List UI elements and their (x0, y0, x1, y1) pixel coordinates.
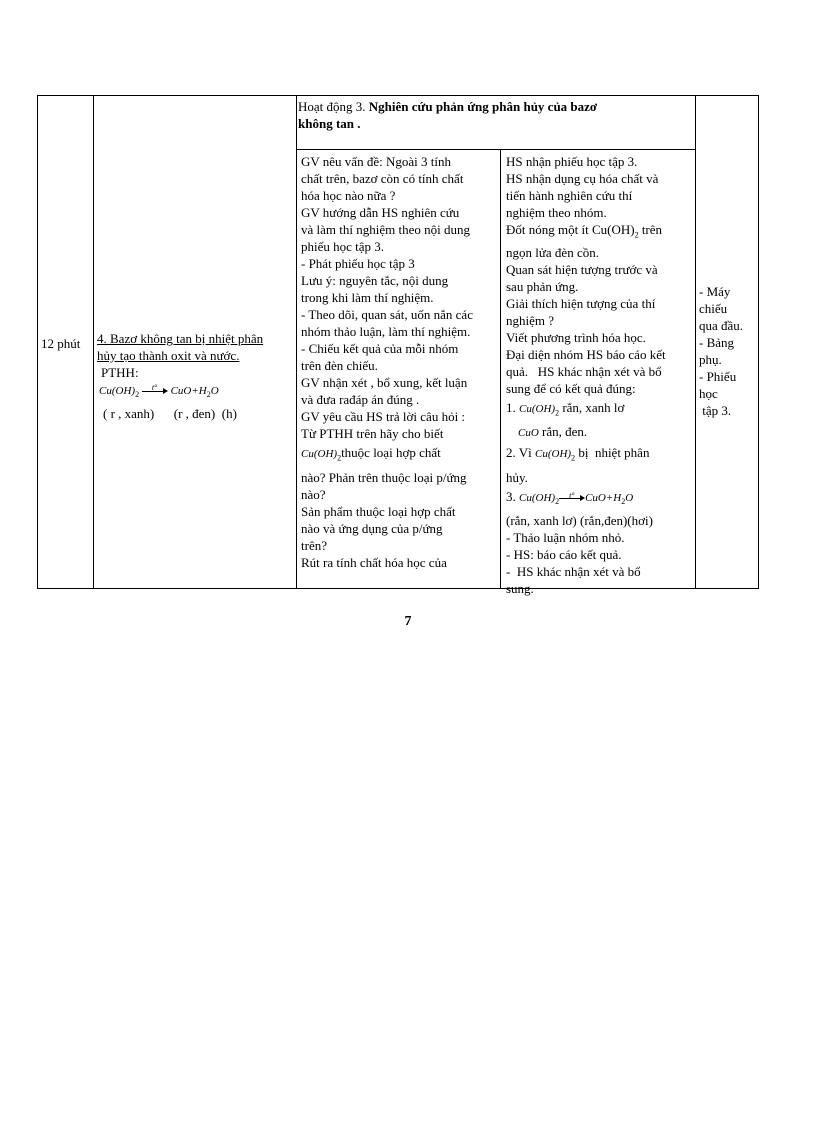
activity-prefix: Hoạt động 3. (298, 99, 369, 114)
teacher-line: - Chiếu kết quả của mỗi nhóm (301, 341, 459, 356)
pthh-label: PTHH: (101, 365, 139, 380)
content-title-line2: hủy tạo thành oxit và nước. (97, 348, 240, 363)
teacher-line: trên? (301, 537, 327, 553)
time-text: 12 phút (41, 336, 81, 351)
teacher-line: trong khi làm thí nghiệm. (301, 290, 434, 305)
teacher-line: Rút ra tính chất hóa học của (301, 554, 447, 570)
teacher-line: nào? Phản trên thuộc loại p/ứng (301, 469, 467, 485)
equipment-line: tập 3. (699, 403, 732, 418)
activity-title-2: không tan . (298, 116, 361, 131)
decomposition-equation: $Cu(OH)_2$ t° $CuO+H_2O$ (99, 383, 219, 400)
student-line: ngọn lửa đèn cồn. (506, 244, 599, 260)
student-line: - Thảo luận nhóm nhỏ. (506, 529, 625, 545)
student-line: - HS: báo cáo kết quả. (506, 546, 622, 562)
teacher-activities (301, 153, 497, 571)
student-line: Quan sát hiện tượng trước và (506, 261, 658, 277)
student-line: hủy. (506, 469, 528, 485)
table-border-col4 (695, 95, 696, 589)
teacher-line: - Phát phiếu học tập 3 (301, 256, 415, 271)
student-answer-1: 1. $Cu(OH)_2$ rắn, xanh lơ (506, 399, 625, 418)
teacher-line: chất trên, bazơ còn có tính chất (301, 171, 464, 186)
table-border-col3 (500, 149, 501, 589)
content-cell (97, 330, 293, 422)
teacher-line: GV hướng dẫn HS nghiên cứu (301, 205, 460, 220)
student-line: HS nhận phiếu học tập 3. (506, 154, 638, 169)
teacher-line: Lưu ý: nguyên tắc, nội dung (301, 273, 449, 288)
student-line: HS nhận dụng cụ hóa chất và (506, 171, 659, 186)
student-line: Giải thích hiện tượng của thí (506, 295, 656, 311)
equipment-line: phụ. (699, 352, 722, 367)
teacher-line: - Theo dõi, quan sát, uốn nắn các (301, 307, 473, 322)
student-answer-2: 2. Vì $Cu(OH)_2$ bị nhiệt phân (506, 445, 650, 463)
student-line: sau phản ứng. (506, 278, 579, 294)
student-line: quả. HS khác nhận xét và bổ (506, 363, 662, 379)
equipment-line: chiếu (699, 301, 728, 316)
equipment-line: qua đầu. (699, 318, 744, 333)
table-border-activity (296, 149, 696, 150)
page-number: 7 (404, 614, 412, 629)
equipment-line: - Máy (699, 284, 731, 299)
teacher-formula-line: $Cu(OH)_2thuộc$ loại hợp chất (301, 445, 441, 463)
equipment-cell (699, 283, 757, 419)
states-text: ( r , xanh) (r , đen) (h) (103, 406, 237, 422)
student-line: (rắn, xanh lơ) (rắn,đen)(hơi) (506, 512, 653, 528)
teacher-line: GV nêu vấn đề: Ngoài 3 tính (301, 154, 451, 169)
table-border-col1 (93, 95, 94, 589)
student-answer-1b: CuO rắn, đen. (518, 424, 588, 440)
teacher-line: nào? (301, 486, 326, 502)
teacher-line: trên đèn chiếu. (301, 358, 378, 373)
teacher-line: và đưa rađáp án đúng . (301, 392, 420, 407)
student-line: nghiệm ? (506, 312, 555, 328)
teacher-line: GV nhận xét , bổ xung, kết luận (301, 375, 468, 390)
student-line: - HS khác nhận xét và bổ (506, 563, 641, 579)
teacher-line: Từ PTHH trên hãy cho biết (301, 426, 444, 441)
teacher-line: nhóm thảo luận, làm thí nghiệm. (301, 324, 471, 339)
student-line: sung. (506, 580, 534, 596)
reaction-arrow-icon: t° (559, 493, 585, 503)
teacher-line: và làm thí nghiệm theo nội dung (301, 222, 470, 237)
content-title-line1: 4. Bazơ không tan bị nhiệt phân (97, 331, 264, 346)
teacher-line: GV yêu cầu HS trả lời câu hỏi : (301, 409, 466, 424)
teacher-line: phiếu học tập 3. (301, 239, 385, 254)
teacher-line: nào và ứng dụng của p/ứng (301, 520, 443, 536)
teacher-line: Sản phẩm thuộc loại hợp chất (301, 503, 456, 519)
equipment-line: học (699, 386, 718, 401)
student-line: Đốt nóng một ít $Cu(OH)_2$ trên (506, 222, 663, 240)
student-line: tiến hành nghiên cứu thí (506, 188, 633, 203)
lesson-table (37, 95, 759, 596)
student-line: Đại diện nhóm HS báo cáo kết (506, 346, 666, 362)
student-line: Viết phương trình hóa học. (506, 329, 646, 345)
student-answer-3-equation: 3. $Cu(OH)_2$ t° $CuO+H_2O$ (506, 488, 634, 506)
student-line: nghiệm theo nhóm. (506, 205, 607, 220)
table-border-top (37, 95, 759, 96)
activity-title-1: Nghiên cứu phản ứng phân hủy của bazơ (368, 99, 598, 114)
table-border-left (37, 95, 38, 589)
student-activities (506, 153, 694, 597)
table-border-col2 (296, 95, 297, 589)
table-border-right (758, 95, 759, 589)
student-line: sung để có kết quả đúng: (506, 380, 636, 396)
equipment-line: - Phiếu (699, 369, 737, 384)
reaction-arrow-icon: t° (142, 386, 168, 396)
time-cell (41, 335, 80, 352)
activity-heading (298, 98, 693, 132)
teacher-line: hóa học nào nữa ? (301, 188, 396, 203)
equipment-line: - Bảng (699, 335, 735, 350)
